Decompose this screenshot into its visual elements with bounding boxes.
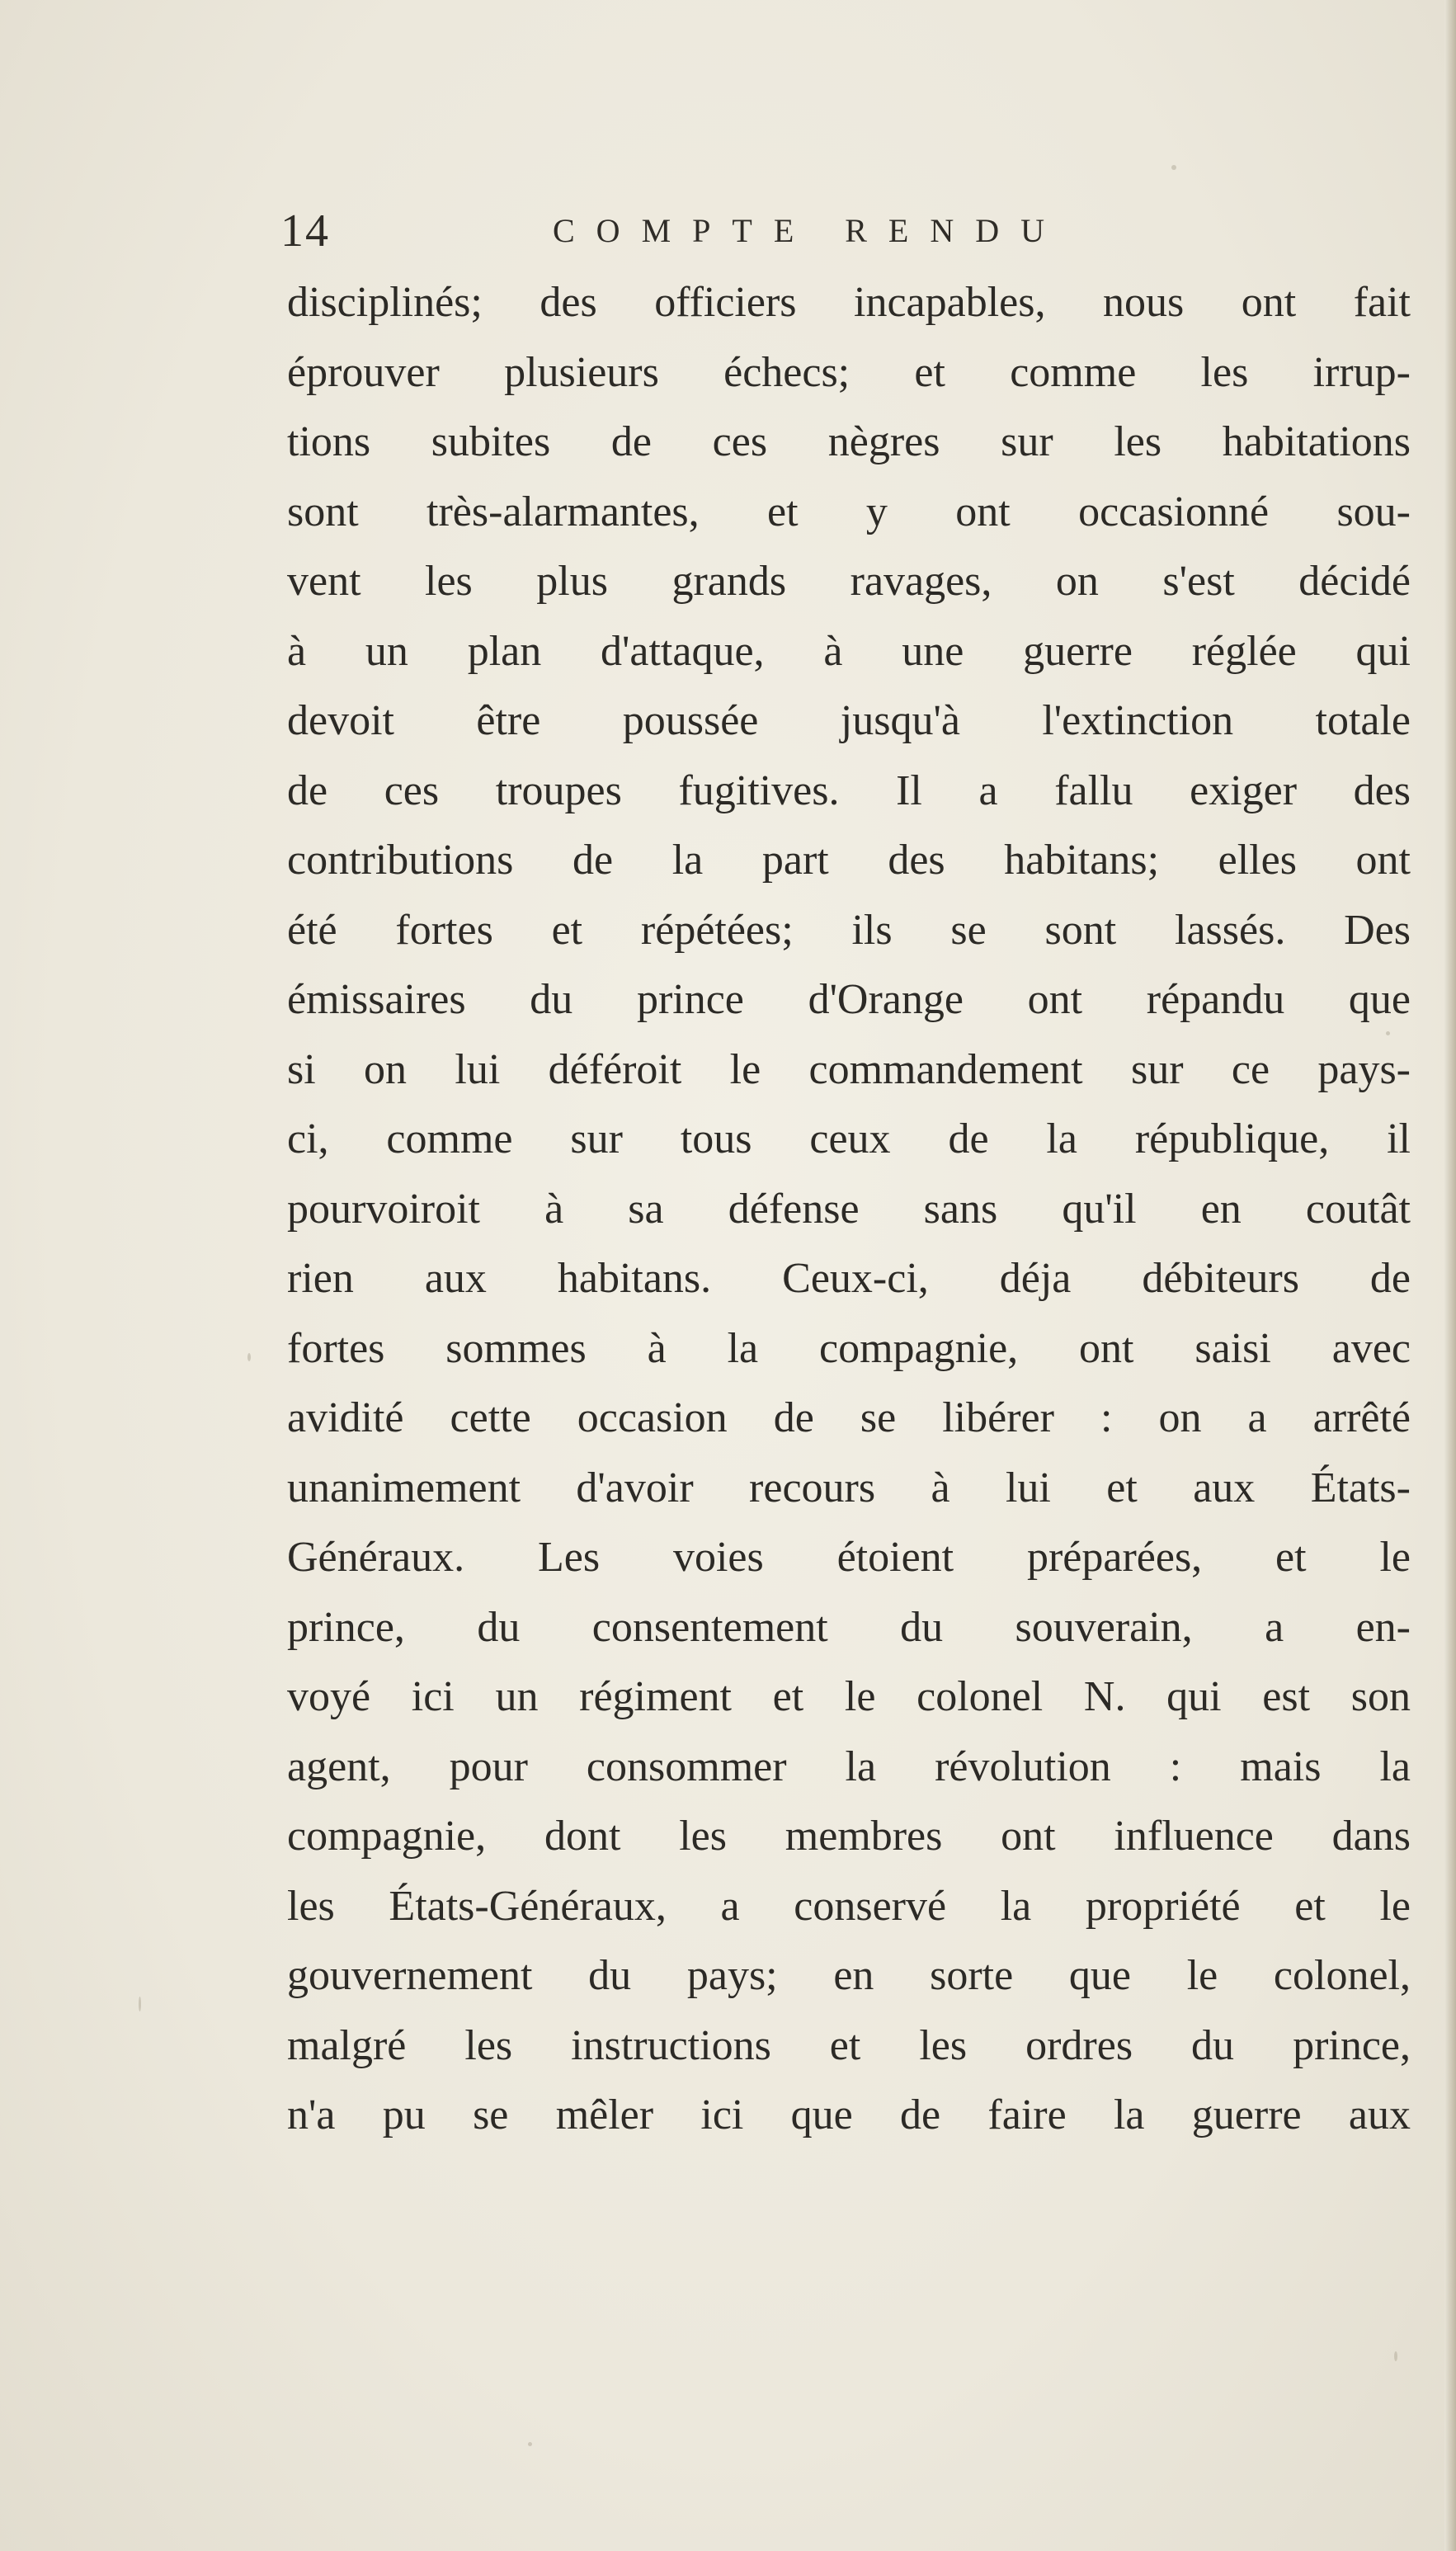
running-head: COMPTE RENDU <box>553 212 1067 249</box>
text-line: les États-Généraux, a conservé la propriété et le <box>287 1882 1411 1930</box>
paper-speck <box>139 1997 141 2011</box>
text-line: agent, pour consommer la révolution : mais la <box>287 1742 1411 1790</box>
text-line: rien aux habitans. Ceux-ci, déja débiteurs de <box>287 1255 1411 1302</box>
text-line: avidité cette occasion de se libérer : on a arrêté <box>287 1394 1411 1441</box>
text-line: voyé ici un régiment et le colonel N. qui est son <box>287 1673 1411 1720</box>
text-line: si on lui déféroit le commandement sur ce pays- <box>287 1045 1411 1093</box>
text-line: ci, comme sur tous ceux de la république, il <box>287 1115 1411 1162</box>
text-line: de ces troupes fugitives. Il a fallu exiger des <box>287 766 1411 814</box>
text-line: compagnie, dont les membres ont influence dans <box>287 1813 1411 1860</box>
text-line: Généraux. Les voies étoient préparées, et le <box>287 1534 1411 1581</box>
text-line: éprouver plusieurs échecs; et comme les irrup- <box>287 348 1411 396</box>
text-line: disciplinés; des officiers incapables, nous ont fait <box>287 279 1411 326</box>
text-line: unanimement d'avoir recours à lui et aux États- <box>287 1464 1411 1511</box>
paper-speck <box>247 1353 251 1361</box>
text-line: gouvernement du pays; en sorte que le colonel, <box>287 1952 1411 1999</box>
page-edge-shadow <box>1444 0 1456 2551</box>
paper-speck <box>1171 165 1176 170</box>
body-text <box>287 268 1411 2151</box>
text-line: devoit être poussée jusqu'à l'extinction totale <box>287 697 1411 744</box>
text-line: vent les plus grands ravages, on s'est décidé <box>287 558 1411 605</box>
text-line: malgré les instructions et les ordres du prince, <box>287 2021 1411 2069</box>
text-line: pourvoiroit à sa défense sans qu'il en coutât <box>287 1185 1411 1233</box>
text-line: à un plan d'attaque, à une guerre réglée qui <box>287 627 1411 675</box>
paper-speck <box>1386 1031 1390 1035</box>
page-header <box>280 198 1188 264</box>
text-line: n'a pu se mêler ici que de faire la guerre aux <box>287 2091 1411 2138</box>
text-line: émissaires du prince d'Orange ont répandu que <box>287 976 1411 1023</box>
text-line: été fortes et répétées; ils se sont lassés. Des <box>287 906 1411 954</box>
text-line: fortes sommes à la compagnie, ont saisi avec <box>287 1324 1411 1372</box>
page-number: 14 <box>280 205 330 257</box>
text-line: prince, du consentement du souverain, a en- <box>287 1603 1411 1651</box>
text-line: tions subites de ces nègres sur les habitations <box>287 418 1411 465</box>
paper-speck <box>528 2442 532 2446</box>
paper-speck <box>1394 2351 1397 2361</box>
text-line: contributions de la part des habitans; elles ont <box>287 837 1411 884</box>
text-line: sont très-alarmantes, et y ont occasionné sou- <box>287 488 1411 535</box>
